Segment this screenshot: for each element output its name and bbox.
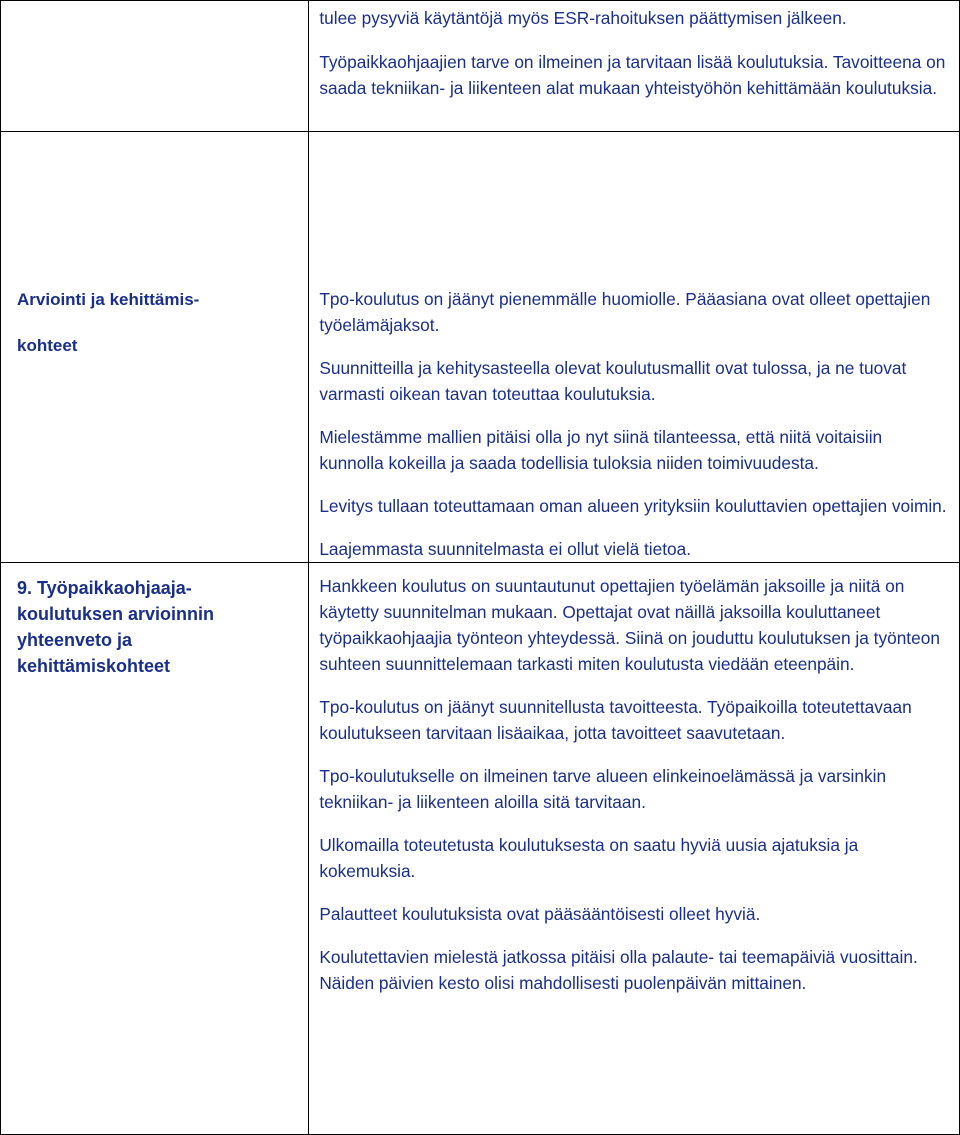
paragraph: Laajemmasta suunnitelmasta ei ollut vielä tietoa. — [319, 539, 692, 559]
paragraph: Tpo-koulutus on jäänyt pienemmälle huomiolle. Pääasiana ovat olleet opettajien työelämäjaksot. — [319, 289, 931, 335]
paragraph: Levitys tullaan toteuttamaan oman alueen yrityksiin kouluttavien opettajien voimin. — [319, 496, 947, 516]
paragraph: Suunnitteilla ja kehitysasteella olevat koulutusmallit ovat tulossa, ja ne tuovat varmasti oikean tavan toteuttaa koulutuksia. — [319, 358, 907, 404]
row-label-cell — [1, 1, 309, 132]
paragraph: Palautteet koulutuksista ovat pääsääntöisesti olleet hyviä. — [319, 904, 761, 924]
section-heading-line: kohteet — [17, 336, 78, 355]
row-label-cell — [1, 563, 309, 1135]
section-heading-line: yhteenveto ja — [17, 630, 133, 650]
table-row — [1, 1, 960, 132]
paragraph: Tpo-koulutus on jäänyt suunnitellusta tavoitteesta. Työpaikoilla toteutettavaan koulutukseen tarvitaan lisäaikaa, jotta tavoitteet saavutetaan. — [319, 697, 912, 743]
row-content-cell — [309, 132, 960, 563]
paragraph: Tpo-koulutukselle on ilmeinen tarve alueen elinkeinoelämässä ja varsinkin tekniikan- ja liikenteen aloilla sitä tarvitaan. — [319, 766, 887, 812]
paragraph: Ulkomailla toteutetusta koulutuksesta on saatu hyviä uusia ajatuksia ja kokemuksia. — [319, 835, 859, 881]
paragraph: Työpaikkaohjaajien tarve on ilmeinen ja tarvitaan lisää koulutuksia. Tavoitteena on saada tekniikan- ja liikenteen alat mukaan yhteistyöhön kehittämään koulutuksia. — [319, 52, 946, 98]
row-content-cell — [309, 563, 960, 1135]
row-content-cell — [309, 1, 960, 132]
row-label-cell — [1, 132, 309, 563]
section-heading-line: 9. Työpaikkaohjaaja- — [17, 578, 192, 598]
section-heading-line: kehittämiskohteet — [17, 656, 171, 676]
table-row — [1, 563, 960, 1135]
paragraph: Koulutettavien mielestä jatkossa pitäisi olla palaute- tai teemapäiviä vuosittain. Näiden päivien kesto olisi mahdollisesti puolenpäivän mittainen. — [319, 947, 918, 993]
table-row — [1, 132, 960, 563]
paragraph: Hankkeen koulutus on suuntautunut opettajien työelämän jaksoille ja niitä on käytetty suunnitelman mukaan. Opettajat ovat näillä jaksoilla kouluttaneet työpaikkaohjaajia työnteon yhteydessä. Siinä on jouduttu koulutuksen ja työnteon suhteen suunnittelemaan tarkasti miten koulutusta viedään eteenpäin. — [319, 576, 940, 674]
section-heading-line: Arviointi ja kehittämis- — [17, 290, 200, 309]
section-heading-line: koulutuksen arvioinnin — [17, 604, 215, 624]
paragraph: tulee pysyviä käytäntöjä myös ESR-rahoituksen päättymisen jälkeen. — [319, 8, 847, 28]
paragraph: Mielestämme mallien pitäisi olla jo nyt siinä tilanteessa, että niitä voitaisiin kunnolla kokeilla ja saada todellisia tuloksia niiden toimivuudesta. — [319, 427, 883, 473]
